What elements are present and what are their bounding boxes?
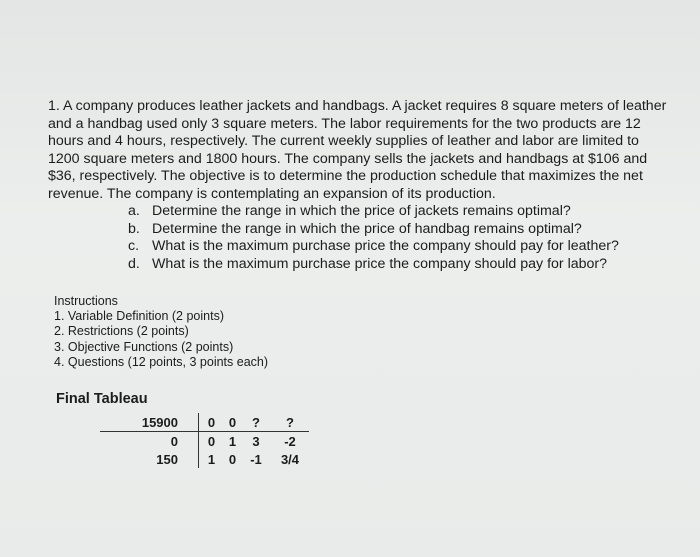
instruction-item: 1. Variable Definition (2 points) xyxy=(54,309,224,324)
tableau-cell: 0 xyxy=(224,413,241,432)
question-list xyxy=(48,203,668,273)
instructions-block xyxy=(54,294,268,370)
tableau-cell: -1 xyxy=(250,451,262,467)
tableau-row xyxy=(100,432,309,451)
question-item xyxy=(128,203,668,221)
tableau-rhs: 15900 xyxy=(100,413,199,432)
question-text: Determine the range in which the price of handbag remains optimal? xyxy=(152,220,582,237)
tableau-cell: 3 xyxy=(252,433,260,449)
tableau-rhs: 150 xyxy=(100,450,199,468)
tableau-cell: ? xyxy=(241,413,271,432)
tableau-table xyxy=(100,413,309,468)
question-letter: c. xyxy=(128,238,140,254)
tableau-cell: 1 xyxy=(207,451,216,467)
tableau-cell: 1 xyxy=(228,433,237,449)
tableau-row xyxy=(100,450,309,468)
tableau-cell: 0 xyxy=(207,433,216,449)
question-letter: a. xyxy=(128,203,140,219)
final-tableau xyxy=(100,413,309,468)
instruction-item: 3. Objective Functions (2 points) xyxy=(54,339,234,354)
instruction-item: 4. Questions (12 points, 3 points each) xyxy=(54,354,269,369)
question-letter: b. xyxy=(128,220,140,237)
question-text: What is the maximum purchase price the company should pay for labor? xyxy=(152,255,608,272)
problem-statement xyxy=(48,98,668,273)
final-tableau-title: Final Tableau xyxy=(56,391,148,407)
tableau-cell: ? xyxy=(271,413,309,432)
tableau-cell: 0 xyxy=(199,413,225,432)
instructions-heading: Instructions xyxy=(54,294,118,308)
question-item xyxy=(128,238,668,256)
tableau-rhs: 0 xyxy=(100,432,199,451)
tableau-row xyxy=(100,413,309,432)
question-letter: d. xyxy=(128,255,140,272)
question-item xyxy=(128,221,668,239)
tableau-cell: 0 xyxy=(228,451,237,467)
problem-intro: 1. A company produces leather jackets and handbags. A jacket requires 8 square meters of leather and a handbag used only 3 square meters. The labor requirements for the two products are 12 hours and 4 hours, respectively. The current weekly supplies of leather and labor are limited to 1200 square meters and 1800 hours. The company sells the jackets and handbags at $106 and $36, respectively. The objective is to determine the production schedule that maximizes the net revenue. The company is contemplating an expansion of its production. xyxy=(48,98,667,202)
question-text: What is the maximum purchase price the company should pay for leather? xyxy=(152,238,619,254)
tableau-cell: -2 xyxy=(284,433,296,449)
instruction-item: 2. Restrictions (2 points) xyxy=(54,324,189,339)
tableau-cell: 3/4 xyxy=(280,451,300,467)
question-text: Determine the range in which the price of jackets remains optimal? xyxy=(152,203,571,219)
question-item xyxy=(128,256,668,274)
